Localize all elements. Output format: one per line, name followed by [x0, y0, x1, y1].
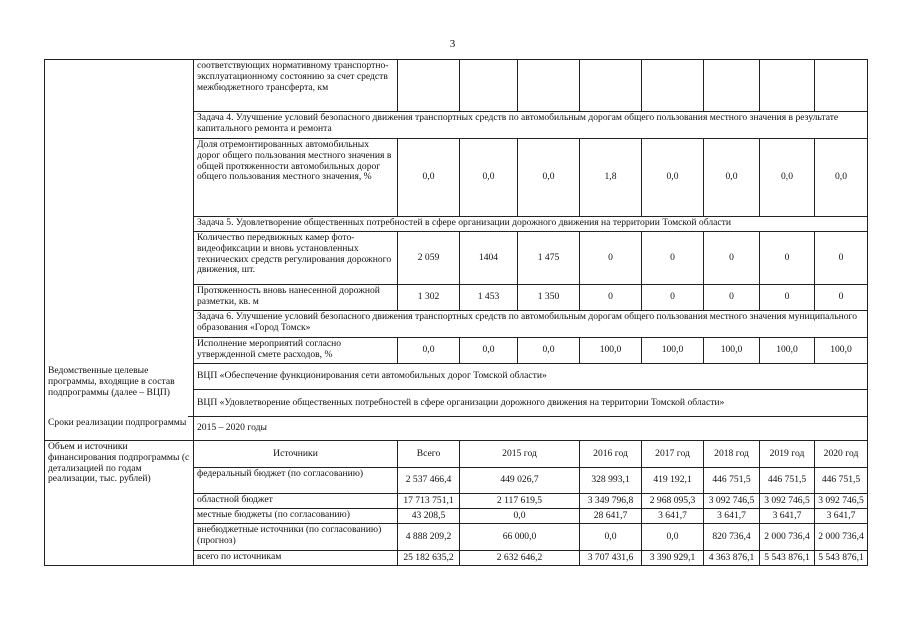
- value-cell: 0: [815, 285, 868, 311]
- value-cell: 1 475: [518, 232, 580, 285]
- value-cell: 0,0: [398, 338, 460, 364]
- amount-cell: 5 543 876,1: [760, 551, 815, 566]
- value-cell: [704, 60, 760, 112]
- amount-cell: 0,0: [580, 524, 642, 551]
- value-cell: 1,8: [580, 139, 642, 217]
- value-cell: 0: [580, 285, 642, 311]
- value-cell: 0: [815, 232, 868, 285]
- amount-cell: 3 092 746,5: [760, 494, 815, 509]
- amount-cell: 25 182 635,2: [398, 551, 460, 566]
- column-header: 2015 год: [460, 441, 580, 468]
- value-cell: [580, 60, 642, 112]
- indicator-label: Протяженность вновь нанесенной дорожной разметки, кв. м: [194, 285, 398, 311]
- amount-cell: 3 641,7: [642, 509, 704, 524]
- left-empty-cell: [45, 60, 194, 417]
- value-cell: 100,0: [760, 338, 815, 364]
- indicator-label: Количество передвижных камер фото-видеофиксации и вновь установленных технических средств регулирования дорожного движения, шт.: [194, 232, 398, 285]
- amount-cell: 2 968 095,3: [642, 494, 704, 509]
- value-cell: 100,0: [704, 338, 760, 364]
- value-cell: 100,0: [642, 338, 704, 364]
- value-cell: 0,0: [815, 139, 868, 217]
- terms-value: 2015 – 2020 годы: [194, 417, 868, 441]
- value-cell: 1 350: [518, 285, 580, 311]
- source-label: местные бюджеты (по согласованию): [194, 509, 398, 524]
- value-cell: 0: [760, 232, 815, 285]
- value-cell: 0: [704, 232, 760, 285]
- value-cell: 0: [580, 232, 642, 285]
- finance-header-row: [45, 441, 868, 468]
- source-label: областной бюджет: [194, 494, 398, 509]
- amount-cell: 2 537 466,4: [398, 468, 460, 494]
- column-header: Источники: [194, 441, 398, 468]
- amount-cell: 446 751,5: [815, 468, 868, 494]
- amount-cell: 2 000 736,4: [815, 524, 868, 551]
- column-header: 2016 год: [580, 441, 642, 468]
- value-cell: 0,0: [518, 139, 580, 217]
- vcp-label: Ведомственные целевые программы, входящие в состав подпрограммы (далее – ВЦП): [45, 365, 188, 417]
- amount-cell: 2 117 619,5: [460, 494, 580, 509]
- value-cell: [398, 60, 460, 112]
- value-cell: 0,0: [460, 139, 518, 217]
- value-cell: [760, 60, 815, 112]
- value-cell: 2 059: [398, 232, 460, 285]
- task4-title: Задача 4. Улучшение условий безопасного движения транспортных средств по автомобильным дорогам общего пользования местного значения в результате капитального ремонта и ремонта: [194, 112, 868, 139]
- column-header: 2019 год: [760, 441, 815, 468]
- amount-cell: 419 192,1: [642, 468, 704, 494]
- terms-label: Сроки реализации подпрограммы: [45, 417, 194, 441]
- finance-label: Объем и источники финансирования подпрограммы (с детализацией по годам реализации, тыс. рублей): [45, 441, 194, 566]
- amount-cell: 449 026,7: [460, 468, 580, 494]
- amount-cell: 0,0: [642, 524, 704, 551]
- column-header: 2018 год: [704, 441, 760, 468]
- task5-title: Задача 5. Удовлетворение общественных потребностей в сфере организации дорожного движения на территории Томской области: [194, 217, 868, 232]
- amount-cell: 2 000 736,4: [760, 524, 815, 551]
- amount-cell: 3 707 431,6: [580, 551, 642, 566]
- column-header: Всего: [398, 441, 460, 468]
- amount-cell: 3 641,7: [704, 509, 760, 524]
- amount-cell: 5 543 876,1: [815, 551, 868, 566]
- amount-cell: 3 349 796,8: [580, 494, 642, 509]
- vcp-item: ВЦП «Удовлетворение общественных потребностей в сфере организации дорожного движения на территории Томской области»: [194, 390, 868, 417]
- passport-table: [44, 59, 868, 566]
- value-cell: [642, 60, 704, 112]
- task6-title: Задача 6. Улучшение условий безопасного движения транспортных средств по автомобильным дорогам общего пользования местного значения муниципального образования «Город Томск»: [194, 311, 868, 338]
- amount-cell: 4 363 876,1: [704, 551, 760, 566]
- value-cell: 100,0: [580, 338, 642, 364]
- amount-cell: 3 641,7: [815, 509, 868, 524]
- value-cell: 0,0: [642, 139, 704, 217]
- value-cell: [815, 60, 868, 112]
- amount-cell: 3 641,7: [760, 509, 815, 524]
- top-row: [45, 60, 868, 112]
- source-label: внебюджетные источники (по согласованию) (прогноз): [194, 524, 398, 551]
- amount-cell: 3 390 929,1: [642, 551, 704, 566]
- value-cell: 1 453: [460, 285, 518, 311]
- top-row-label: соответствующих нормативному транспортно-эксплуатационному состоянию за счет средств межбюджетного трансферта, км: [194, 60, 398, 112]
- column-header: 2020 год: [815, 441, 868, 468]
- amount-cell: 43 208,5: [398, 509, 460, 524]
- source-label: федеральный бюджет (по согласованию): [194, 468, 398, 494]
- value-cell: [460, 60, 518, 112]
- value-cell: 1404: [460, 232, 518, 285]
- value-cell: 0,0: [704, 139, 760, 217]
- amount-cell: 820 736,4: [704, 524, 760, 551]
- column-header: 2017 год: [642, 441, 704, 468]
- value-cell: 100,0: [815, 338, 868, 364]
- value-cell: 0,0: [760, 139, 815, 217]
- amount-cell: 3 092 746,5: [704, 494, 760, 509]
- value-cell: [518, 60, 580, 112]
- indicator-label: Доля отремонтированных автомобильных дорог общего пользования местного значения в общей протяженности автомобильных дорог общего пользования местного значения, %: [194, 139, 398, 217]
- value-cell: 0,0: [398, 139, 460, 217]
- value-cell: 0: [704, 285, 760, 311]
- amount-cell: 3 092 746,5: [815, 494, 868, 509]
- amount-cell: 446 751,5: [704, 468, 760, 494]
- value-cell: 0,0: [460, 338, 518, 364]
- value-cell: 1 302: [398, 285, 460, 311]
- amount-cell: 2 632 646,2: [460, 551, 580, 566]
- amount-cell: 328 993,1: [580, 468, 642, 494]
- amount-cell: 17 713 751,1: [398, 494, 460, 509]
- amount-cell: 28 641,7: [580, 509, 642, 524]
- value-cell: 0: [642, 232, 704, 285]
- value-cell: 0: [642, 285, 704, 311]
- indicator-label: Исполнение мероприятий согласно утвержденной смете расходов, %: [194, 338, 398, 364]
- vcp-item: ВЦП «Обеспечение функционирования сети автомобильных дорог Томской области»: [194, 364, 868, 390]
- page-number: 3: [449, 38, 456, 50]
- value-cell: 0,0: [518, 338, 580, 364]
- terms-row: [45, 417, 868, 441]
- amount-cell: 0,0: [460, 509, 580, 524]
- amount-cell: 4 888 209,2: [398, 524, 460, 551]
- source-label: всего по источникам: [194, 551, 398, 566]
- amount-cell: 66 000,0: [460, 524, 580, 551]
- amount-cell: 446 751,5: [760, 468, 815, 494]
- value-cell: 0: [760, 285, 815, 311]
